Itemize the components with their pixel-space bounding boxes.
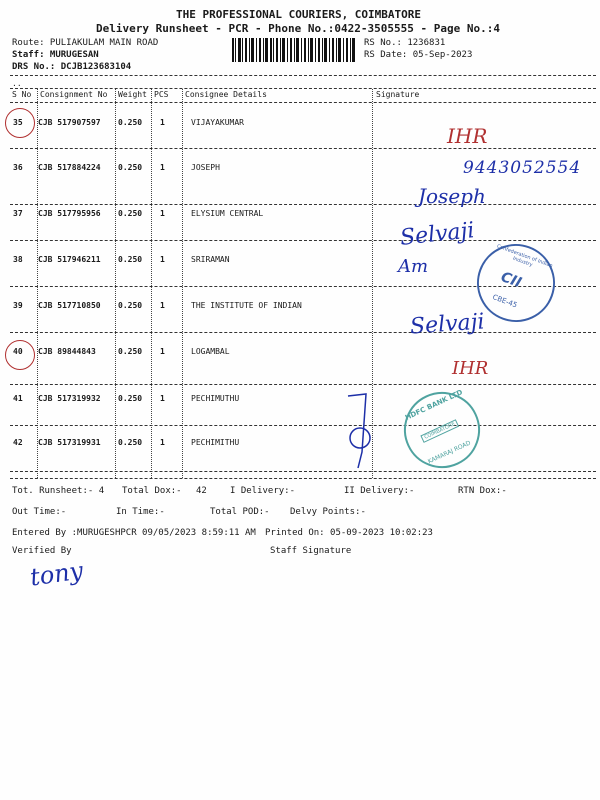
row-consignee: ELYSIUM CENTRAL [191,209,264,218]
rtn-dox: RTN Dox:- [458,486,507,496]
row-divider [10,240,596,241]
row-divider [10,148,596,149]
header-divider [10,75,596,76]
col-weight: Weight [118,90,147,99]
row-pcs: 1 [160,438,165,447]
cii-stamp-outer-text: Confederation of Indian Industry [495,243,554,270]
handwritten-signature: Am [398,256,429,277]
handwritten-scribble [338,392,378,472]
row-consignment: CJB 517907597 [38,118,101,127]
bank-stamp-center: COIMBATORE [420,419,459,443]
out-time: Out Time:- [12,507,67,517]
tot-runsheet: Tot. Runsheet:- 4 [12,486,105,496]
row-sno: 37 [13,209,23,218]
handwritten-signature: Selvaji [398,218,476,251]
printed-on: Printed On: 05-09-2023 10:02:23 [265,528,433,538]
table-bottom-divider [10,471,596,472]
row-consignment: CJB 517884224 [38,163,101,172]
total-dox-value: 42 [196,486,207,496]
row-consignee: JOSEPH [191,163,220,172]
delvy-points: Delvy Points:- [290,507,366,517]
cii-code: CBE-45 [491,293,519,310]
row-consignment: CJB 517946211 [38,255,101,264]
col-pcs: PCS [154,90,169,99]
staff-label: Staff: MURUGESAN [12,50,99,60]
row-divider [10,204,596,205]
bank-stamp-branch: KAMARAJ ROAD [426,439,472,466]
row-consignee: VIJAYAKUMAR [191,118,244,127]
handwritten-signature: Selvaji [409,309,486,340]
handwritten-signature: IHR [447,124,488,148]
row-weight: 0.250 [118,347,143,356]
verified-signature: tony [28,556,85,592]
staff-signature-label: Staff Signature [270,546,352,556]
entered-by: Entered By :MURUGESHPCR 09/05/2023 8:59:11 AM [12,528,256,538]
row-divider [10,384,596,385]
handwritten-phone: 9443052554 [463,158,582,178]
bank-stamp-name: HDFC BANK LTD [403,388,464,422]
row-sno: 35 [13,118,23,127]
row-weight: 0.250 [118,163,143,172]
row-weight: 0.250 [118,438,143,447]
table-bottom-divider [10,478,596,479]
route-label: Route: PULIAKULAM MAIN ROAD [12,38,159,48]
row-sno: 39 [13,301,23,310]
row-weight: 0.250 [118,209,143,218]
row-sno: 40 [13,347,23,356]
row-pcs: 1 [160,347,165,356]
row-weight: 0.250 [118,255,143,264]
row-weight: 0.250 [118,301,143,310]
row-weight: 0.250 [118,394,143,403]
row-sno: 41 [13,394,23,403]
col-consignee: Consignee Details [185,90,267,99]
ii-delivery: II Delivery:- [344,486,415,496]
col-consignment: Consignment No [40,90,108,99]
red-circle-mark [5,108,35,138]
row-consignment: CJB 89844843 [38,347,96,356]
total-dox-label: Total Dox:- [122,486,182,496]
col-signature: Signature [376,90,420,99]
cii-logo: CII [498,269,524,292]
red-circle-mark [5,340,35,370]
row-consignee: LOGAMBAL [191,347,230,356]
row-pcs: 1 [160,394,165,403]
table-header-bottom [10,102,596,103]
row-pcs: 1 [160,209,165,218]
company-title: THE PROFESSIONAL COURIERS, COIMBATORE [176,8,422,21]
drs-number: DRS No.: DCJB123683104 [12,62,132,72]
total-pod: Total POD:- [210,507,270,517]
runsheet-subtitle: Delivery Runsheet - PCR - Phone No.:0422-3505555 - Page No.:4 [96,22,500,35]
row-consignee: PECHIMITHU [191,438,240,447]
i-delivery: I Delivery:- [230,486,296,496]
in-time: In Time:- [116,507,165,517]
row-consignment: CJB 517710850 [38,301,101,310]
row-consignment: CJB 517319932 [38,394,101,403]
handwritten-signature: IHR [452,358,489,379]
row-consignee: SRIRAMAN [191,255,230,264]
col-sno: S No [12,90,32,99]
verified-by: Verified By [12,546,72,556]
row-sno: 42 [13,438,23,447]
barcode [232,38,356,62]
row-consignment: CJB 517319931 [38,438,101,447]
row-pcs: 1 [160,118,165,127]
row-pcs: 1 [160,301,165,310]
row-consignment: CJB 517795956 [38,209,101,218]
stray-marks: .. [12,79,22,88]
table-header-top [10,88,596,89]
bank-stamp [392,380,493,481]
rs-number: RS No.: 1236831 [364,38,446,48]
row-sno: 38 [13,255,23,264]
row-pcs: 1 [160,163,165,172]
rs-date: RS Date: 05-Sep-2023 [364,50,473,60]
handwritten-signature: Joseph [418,184,486,208]
row-sno: 36 [13,163,23,172]
row-divider [10,332,596,333]
row-weight: 0.250 [118,118,143,127]
row-pcs: 1 [160,255,165,264]
row-consignee: PECHIMUTHU [191,394,240,403]
row-consignee: THE INSTITUTE OF INDIAN [191,301,302,310]
row-divider [10,425,596,426]
